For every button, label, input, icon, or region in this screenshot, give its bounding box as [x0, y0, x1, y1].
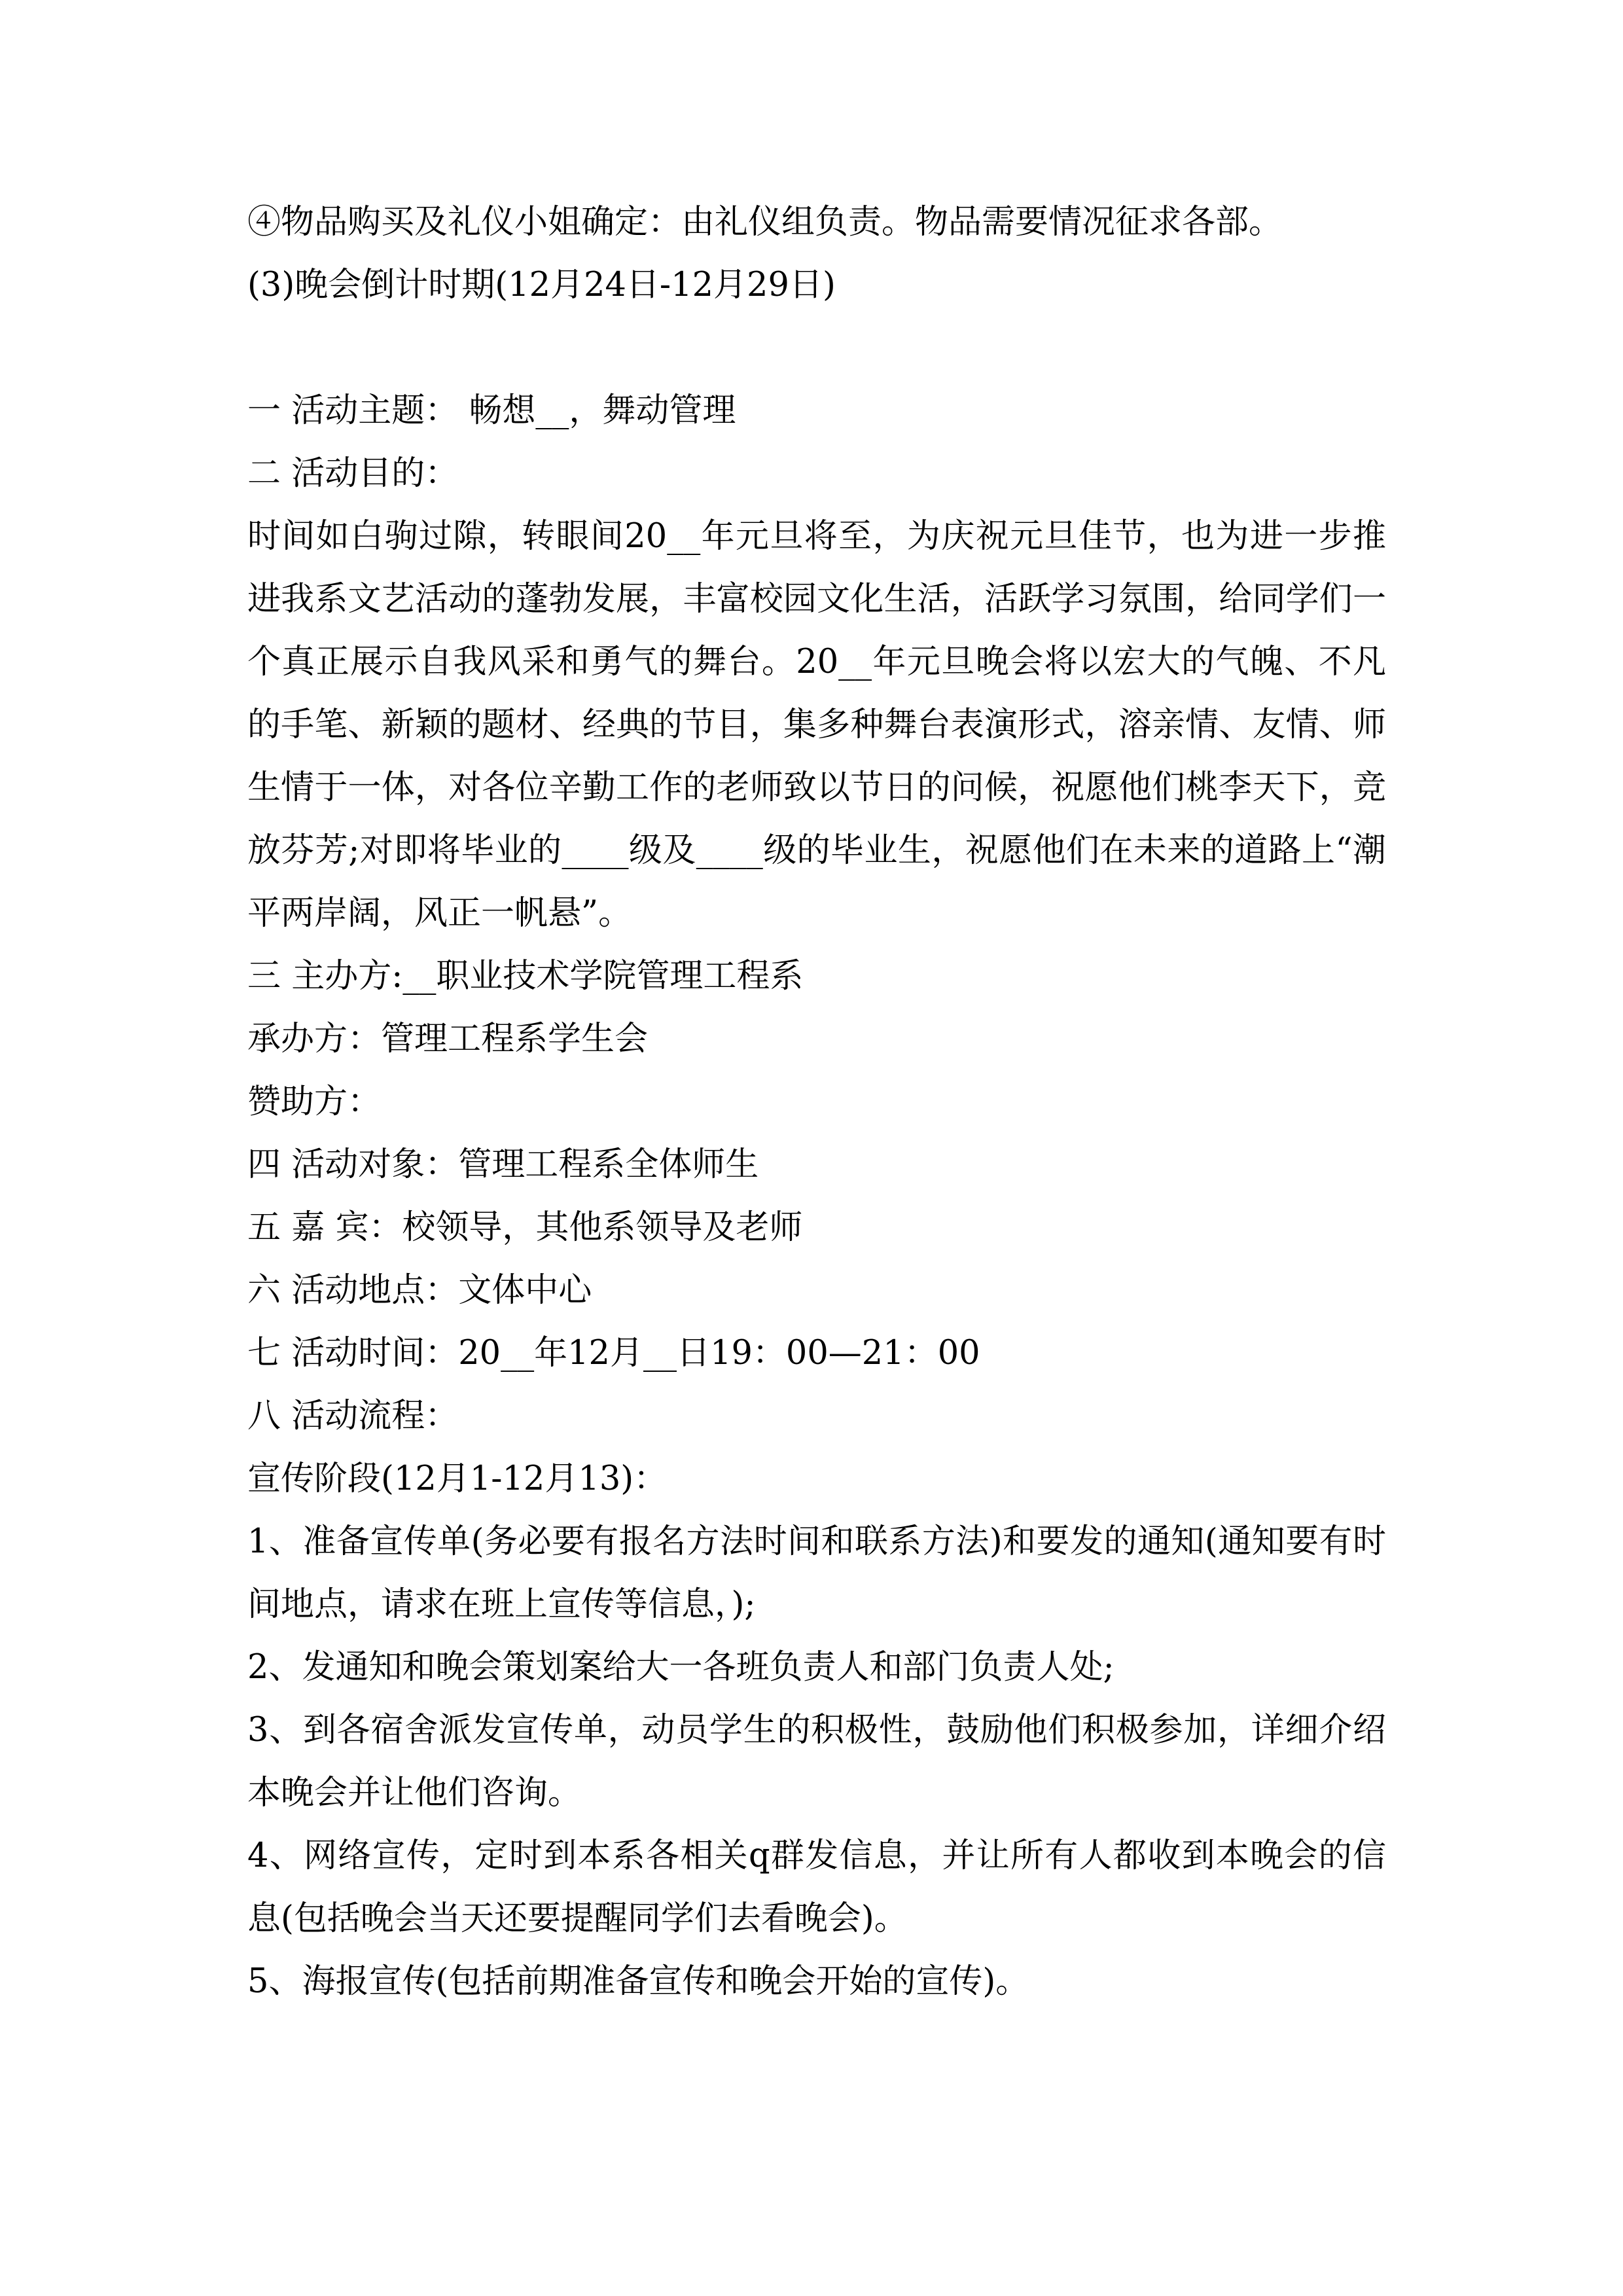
step-item: 1、准备宣传单(务必要有报名方法时间和联系方法)和要发的通知(通知要有时间地点，请求在班上宣传等信息，);: [247, 1522, 1386, 1624]
section-guests: 五 嘉 宾：校领导，其他系领导及老师: [247, 1208, 803, 1247]
section-theme: 一 活动主题： 畅想__，舞动管理: [247, 391, 736, 430]
document-body: [247, 191, 1386, 2013]
section-venue: 六 活动地点：文体中心: [247, 1271, 592, 1310]
section-process: 八 活动流程：: [247, 1397, 459, 1435]
text-line-purchase: ④物品购买及礼仪小姐确定：由礼仪组负责。物品需要情况征求各部。: [247, 203, 1283, 242]
phase-title: 宣传阶段(12月1-12月13)：: [247, 1460, 668, 1498]
organizer-line: 承办方：管理工程系学生会: [247, 1020, 649, 1058]
section-purpose-heading: 二 活动目的：: [247, 454, 459, 493]
text-line-countdown: (3)晚会倒计时期(12月24日-12月29日): [247, 266, 836, 304]
section-host: 三 主办方:__职业技术学院管理工程系: [247, 957, 804, 996]
section-time: 七 活动时间：20__年12月__日19：00—21：00: [247, 1334, 980, 1372]
step-item: 3、到各宿舍派发宣传单，动员学生的积极性，鼓励他们积极参加，详细介绍本晚会并让他们咨询。: [247, 1711, 1386, 1812]
step-item: 4、网络宣传，定时到本系各相关q群发信息，并让所有人都收到本晚会的信息(包括晚会当天还要提醒同学们去看晚会)。: [247, 1837, 1386, 1938]
step-item: 2、发通知和晚会策划案给大一各班负责人和部门负责人处;: [247, 1648, 1115, 1687]
section-audience: 四 活动对象：管理工程系全体师生: [247, 1145, 759, 1184]
purpose-paragraph: 时间如白驹过隙，转眼间20__年元旦将至，为庆祝元旦佳节，也为进一步推进我系文艺活动的蓬勃发展，丰富校园文化生活，活跃学习氛围，给同学们一个真正展示自我风采和勇气的舞台。20__年元旦晚会将以宏大的气魄、不凡的手笔、新颖的题材、经典的节目，集多种舞台表演形式，溶亲情、友情、师生情于一体，对各位辛勤工作的老师致以节日的问候，祝愿他们桃李天下，竞放芬芳;对即将毕业的____级及____级的毕业生，祝愿他们在未来的道路上“潮平两岸阔，风正一帆悬”。: [247, 517, 1386, 933]
blank-line: [247, 317, 1386, 380]
sponsor-line: 赞助方：: [247, 1083, 382, 1121]
step-item: 5、海报宣传(包括前期准备宣传和晚会开始的宣传)。: [247, 1962, 1029, 2001]
